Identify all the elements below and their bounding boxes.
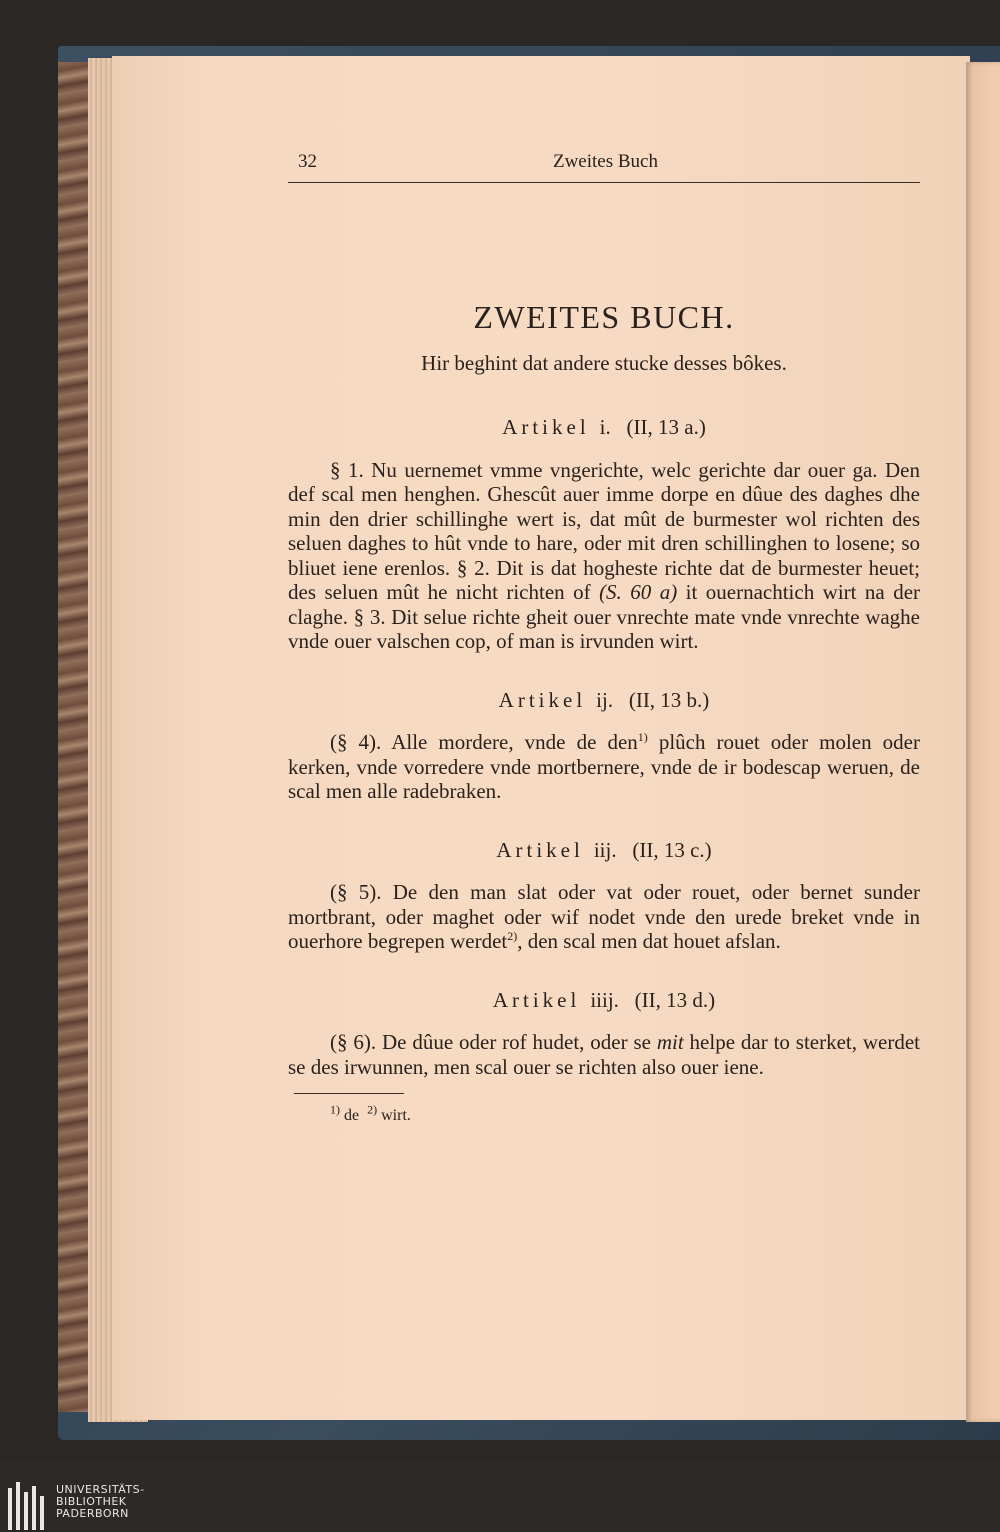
article-text: (§ 5). De den man slat oder vat oder rouet, oder bernet sunder mortbrant, oder maghet oder wif nodet vnde den urede breket vnde in ouerhore begrepen werdet$^{2)}$, den scal men dat houet afslan.: [288, 880, 920, 953]
article-text: (§ 6). De dûue oder rof hudet, oder se mit helpe dar to sterket, werdet se des irwunnen, men scal ouer se richten also ouer iene.: [288, 1030, 920, 1079]
article-text: (§ 4). Alle mordere, vnde de den$^{1)}$ plûch rouet oder molen oder kerken, vnde vorredere vnde mortbernere, vnde de ir bodescap weruen, de scal men alle radebraken.: [288, 730, 920, 803]
article-heading: Artikel iiij. (II, 13 d.): [492, 987, 716, 1012]
article-heading: Artikel i. (II, 13 a.): [502, 415, 706, 439]
article-text: § 1. Nu uernemet vmme vngerichte, welc gerichte dar ouer ga. Den def scal men henghen. Ghescût auer imme dorpe en dûue des daghes dhe min den drier schillinghe wert is, dat mût de burmester wol richten des seluen daghes to hût vnde to hare, oder mit dren schillinghen to losene; so bliuet iene erenlos. § 2. Dit is dat hogheste richte dat de burmester heuet; des seluen mût he nicht richten of (S. 60 a) it ouernachtich wirt na der claghe. § 3. Dit selue richte gheit ouer vnrechte mate vnde vnrechte waghe vnde ouer valschen cop, of man is irvunden wirt.: [288, 457, 921, 653]
footnote-mark: 1): [637, 730, 648, 744]
book-title: ZWEITES BUCH.: [473, 298, 735, 335]
article-heading: Artikel iij. (II, 13 c.): [496, 837, 712, 862]
article-heading: Artikel ij. (II, 13 b.): [498, 687, 710, 712]
library-logo-icon: [8, 1482, 48, 1530]
library-logo-text: UNIVERSITÄTS- BIBLIOTHEK PADERBORN: [56, 1483, 145, 1520]
running-title: Zweites Buch: [552, 151, 658, 172]
italic-reference: (S. 60 a): [599, 580, 678, 604]
running-header: [288, 150, 920, 175]
italic-word: mit: [656, 1030, 684, 1054]
footnote-rule: [294, 1093, 404, 1094]
page-text: [288, 150, 920, 1129]
book-subtitle: Hir beghint dat andere stucke desses bôkes.: [421, 350, 787, 375]
footnotes: $^{1)}$ de $^{2)}$ wirt.: [330, 1102, 411, 1124]
footnote-mark: 2): [507, 929, 518, 943]
page-number: 32: [298, 151, 317, 172]
digitization-footer: [0, 1460, 1000, 1532]
facing-page-edge: [966, 62, 1000, 1422]
header-rule: [288, 182, 920, 183]
